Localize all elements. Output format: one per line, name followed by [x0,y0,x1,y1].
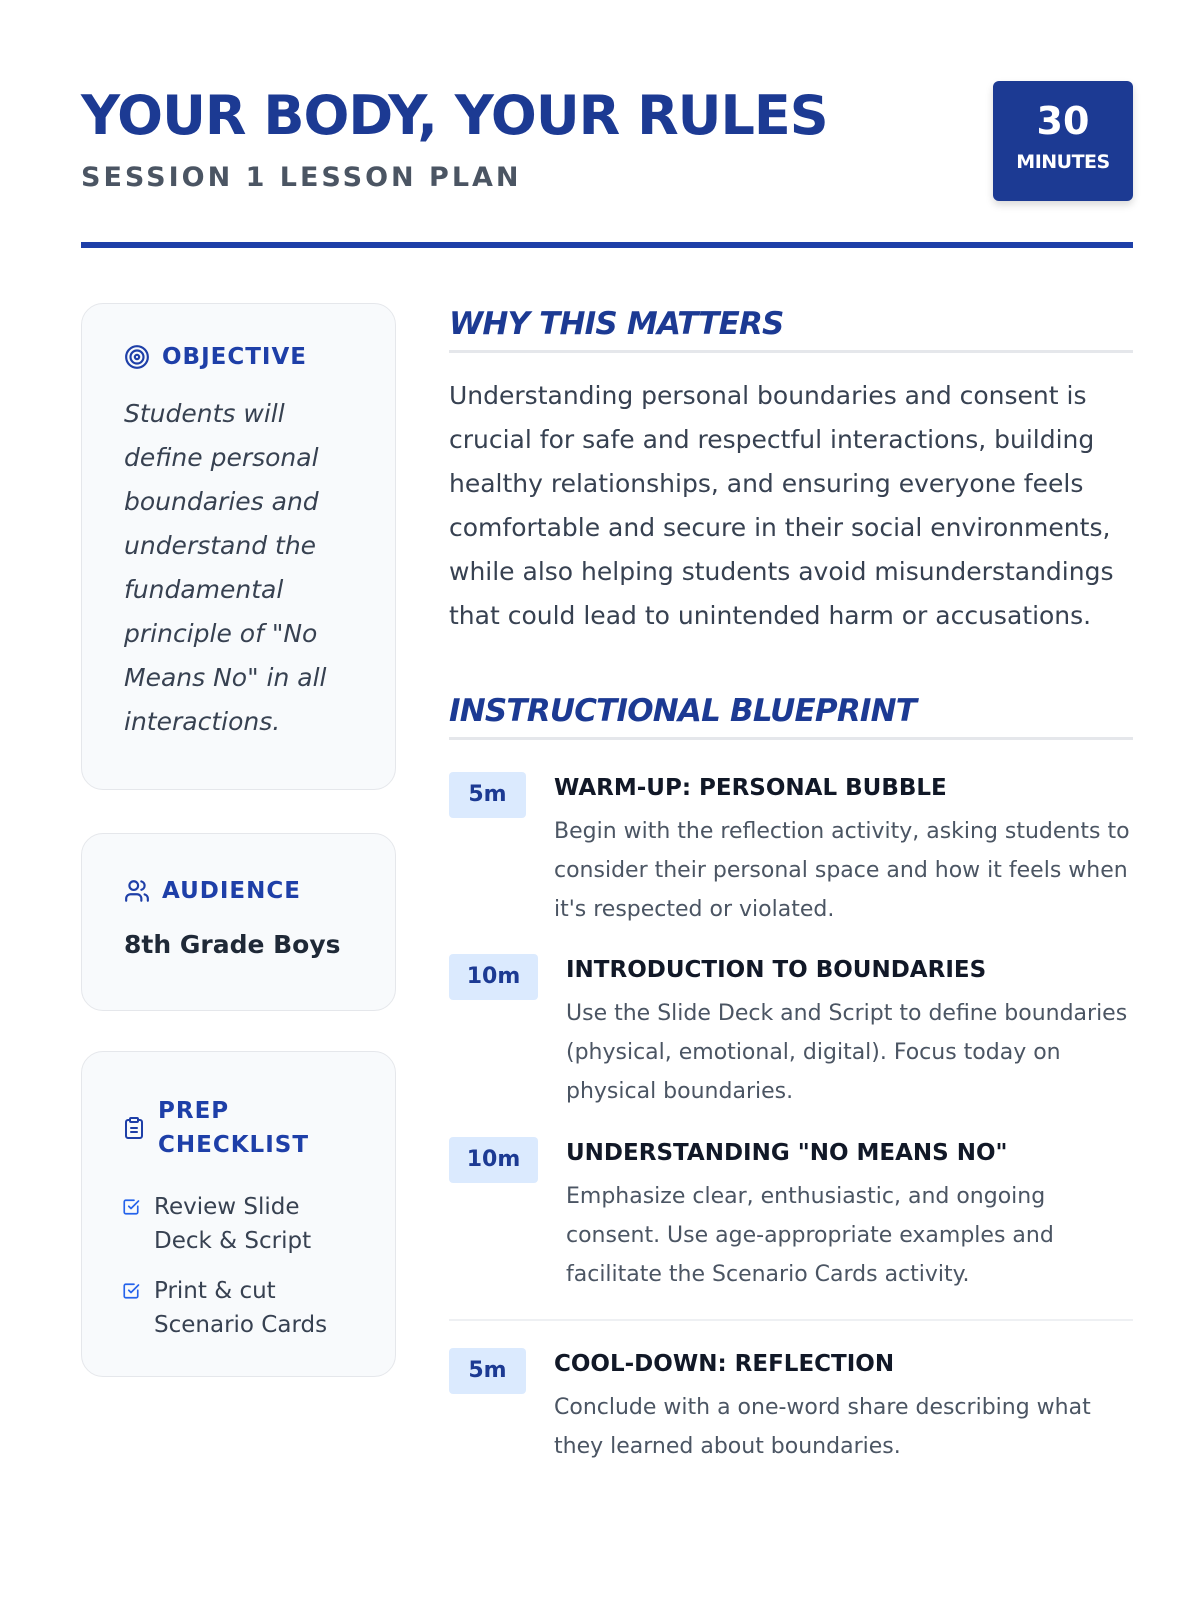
objective-text: Students will define personal boundaries and understand the fundamental principle of "No Means No" in all interactions. [124,399,327,736]
section-divider [449,1319,1133,1321]
checklist-item [122,1190,355,1258]
blueprint-heading: INSTRUCTIONAL BLUEPRINT [449,693,1133,740]
step-description: Conclude with a one-word share describing what they learned about boundaries. [554,1395,1091,1459]
objective-heading: OBJECTIVE [162,344,307,370]
checkbox-icon [122,1198,140,1216]
users-icon [124,878,150,904]
audience-heading-row [124,878,355,904]
duration-value: 30 [1036,99,1090,143]
step-body [566,954,1139,1111]
page-header [81,80,1133,248]
step-time-badge: 5m [449,772,526,818]
clipboard-icon [122,1115,146,1141]
step-time-badge: 10m [449,954,538,1000]
audience-value: 8th Grade Boys [124,930,341,959]
prep-checklist [122,1190,355,1342]
audience-heading: AUDIENCE [162,878,301,904]
page-title: YOUR BODY, YOUR RULES [81,84,828,147]
step-title: UNDERSTANDING "NO MEANS NO" [566,1140,1008,1166]
step-description: Begin with the reflection activity, asking students to consider their personal space and how it feels when it's respected or violated. [554,819,1130,922]
step-body [566,1137,1139,1294]
why-text: Understanding personal boundaries and consent is crucial for safe and respectful interactions, building healthy relationships, and ensuring everyone feels comfortable and secure in their social environments, while also helping students avoid misunderstandings that could lead to unintended harm or accusations. [449,381,1114,630]
duration-badge [993,81,1133,201]
step-time-badge: 10m [449,1137,538,1183]
objective-card [81,303,396,790]
step-body [554,772,1139,929]
step-title: COOL-DOWN: REFLECTION [554,1351,895,1377]
step-title: WARM-UP: PERSONAL BUBBLE [554,775,947,801]
prep-heading-row [122,1094,355,1162]
prep-checklist-card [81,1051,396,1377]
prep-heading: PREP CHECKLIST [158,1098,310,1158]
step-body [554,1348,1139,1466]
page-subtitle: SESSION 1 LESSON PLAN [81,162,522,193]
checklist-item [122,1274,355,1342]
target-icon [124,344,150,370]
step-description: Emphasize clear, enthusiastic, and ongoing consent. Use age-appropriate examples and facilitate the Scenario Cards activity. [566,1184,1054,1287]
checklist-item-label: Review Slide Deck & Script [154,1194,312,1254]
checklist-item-label: Print & cut Scenario Cards [154,1278,328,1338]
why-heading: WHY THIS MATTERS [449,306,1133,353]
duration-unit: MINUTES [1016,151,1110,173]
step-time-badge: 5m [449,1348,526,1394]
audience-card [81,833,396,1011]
checkbox-icon [122,1282,140,1300]
step-title: INTRODUCTION TO BOUNDARIES [566,957,987,983]
objective-heading-row [124,344,355,370]
step-description: Use the Slide Deck and Script to define boundaries (physical, emotional, digital). Focus today on physical boundaries. [566,1001,1128,1104]
